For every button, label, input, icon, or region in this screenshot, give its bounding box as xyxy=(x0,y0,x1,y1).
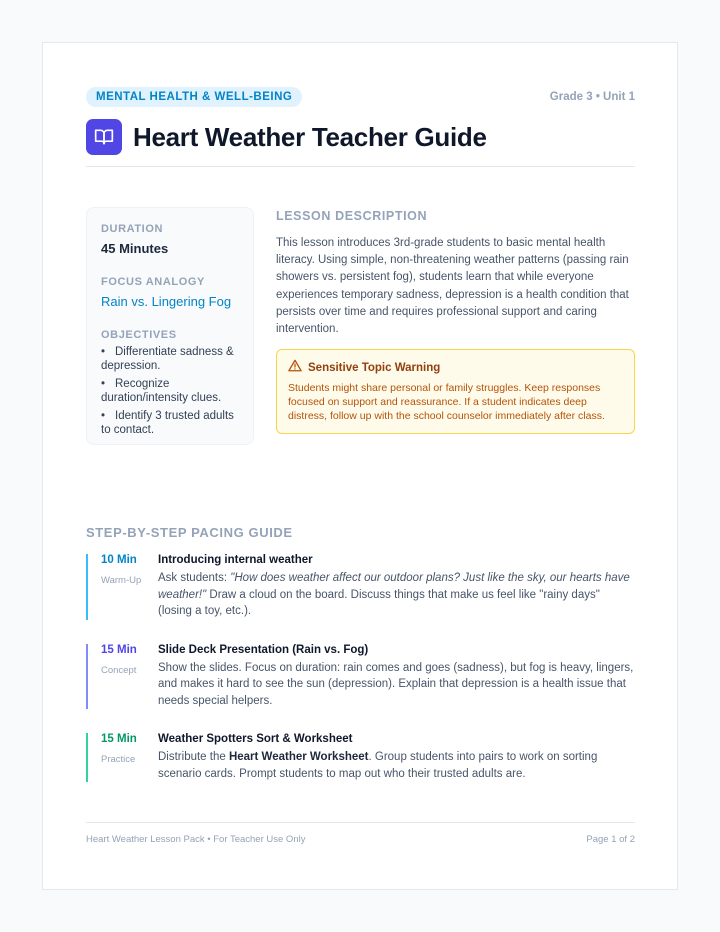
step-title: Weather Spotters Sort & Worksheet xyxy=(158,733,353,745)
objective-item: • Identify 3 trusted adults to contact. xyxy=(101,410,234,436)
category-badge: MENTAL HEALTH & WELL-BEING xyxy=(86,87,302,107)
focus-analogy-label: FOCUS ANALOGY xyxy=(101,276,205,288)
step-text: Show the slides. Focus on duration: rain comes and goes (sadness), but fog is heavy, lingers, and makes it hard to see the sun (depression). Explain that depression is a health issue that needs special helpers. xyxy=(158,661,634,707)
step-text: Ask students: "How does weather affect our outdoor plans? Just like the sky, our hearts have weather!" Draw a cloud on the board. Discuss things that make us feel like "rainy days" (losing a toy, etc.). xyxy=(158,572,630,617)
title-divider xyxy=(86,166,635,167)
duration-label: DURATION xyxy=(101,223,164,235)
step-type: Warm-Up xyxy=(101,575,142,586)
grade-unit-label: Grade 3 • Unit 1 xyxy=(549,91,635,103)
sensitive-topic-warning xyxy=(276,349,635,434)
header-topline xyxy=(86,86,635,108)
lesson-overview xyxy=(86,207,635,445)
lesson-description xyxy=(276,207,635,445)
step-text: Distribute the Heart Weather Worksheet. Group students into pairs to work on sorting scenario cards. Prompt students to map out who their trusted adults are. xyxy=(158,751,598,780)
page-number: Page 1 of 2 xyxy=(586,834,635,845)
pacing-steps xyxy=(86,554,635,782)
objective-item: • Recognize duration/intensity clues. xyxy=(101,378,222,404)
pacing-step-warm-up xyxy=(86,554,635,620)
step-type: Concept xyxy=(101,664,137,676)
description-text: This lesson introduces 3rd-grade students to basic mental health literacy. Using simple, non-threatening weather patterns (passing rain showers vs. persistent fog), students learn that while everyone experiences temporary sadness, depression is a health condition that persists over time and requires professional support and caring intervention. xyxy=(276,237,629,336)
step-time: 15 Min xyxy=(101,733,137,745)
warning-triangle-icon xyxy=(288,359,302,377)
pacing-step-practice xyxy=(86,733,635,782)
step-time: 15 Min xyxy=(101,643,137,656)
warning-text: Students might share personal or family struggles. Keep responses focused on support and reassurance. If a student indicates deep distress, follow up with the school counselor immediately after class. xyxy=(288,382,605,423)
page-content xyxy=(86,86,635,806)
lesson-sidebar xyxy=(86,207,254,445)
focus-analogy-value: Rain vs. Lingering Fog xyxy=(101,294,232,309)
pacing-step-concept xyxy=(86,644,635,710)
document-page xyxy=(42,42,678,890)
step-time: 10 Min xyxy=(101,554,137,566)
pacing-guide-heading: STEP-BY-STEP PACING GUIDE xyxy=(86,525,293,540)
page-footer xyxy=(86,822,635,845)
warning-header xyxy=(288,359,623,377)
book-open-icon xyxy=(86,119,122,155)
warning-title: Sensitive Topic Warning xyxy=(308,362,441,375)
step-title: Introducing internal weather xyxy=(158,554,313,566)
step-type: Practice xyxy=(101,754,136,765)
footer-left-text: Heart Weather Lesson Pack • For Teacher Use Only xyxy=(86,834,306,845)
description-heading: LESSON DESCRIPTION xyxy=(276,209,428,223)
duration-value: 45 Minutes xyxy=(101,241,169,256)
objective-item: • Differentiate sadness & depression. xyxy=(101,346,234,372)
objectives-list xyxy=(101,345,239,437)
page-title: Heart Weather Teacher Guide xyxy=(133,121,487,152)
step-title: Slide Deck Presentation (Rain vs. Fog) xyxy=(158,643,369,656)
title-row xyxy=(86,118,635,156)
objectives-label: OBJECTIVES xyxy=(101,329,177,341)
